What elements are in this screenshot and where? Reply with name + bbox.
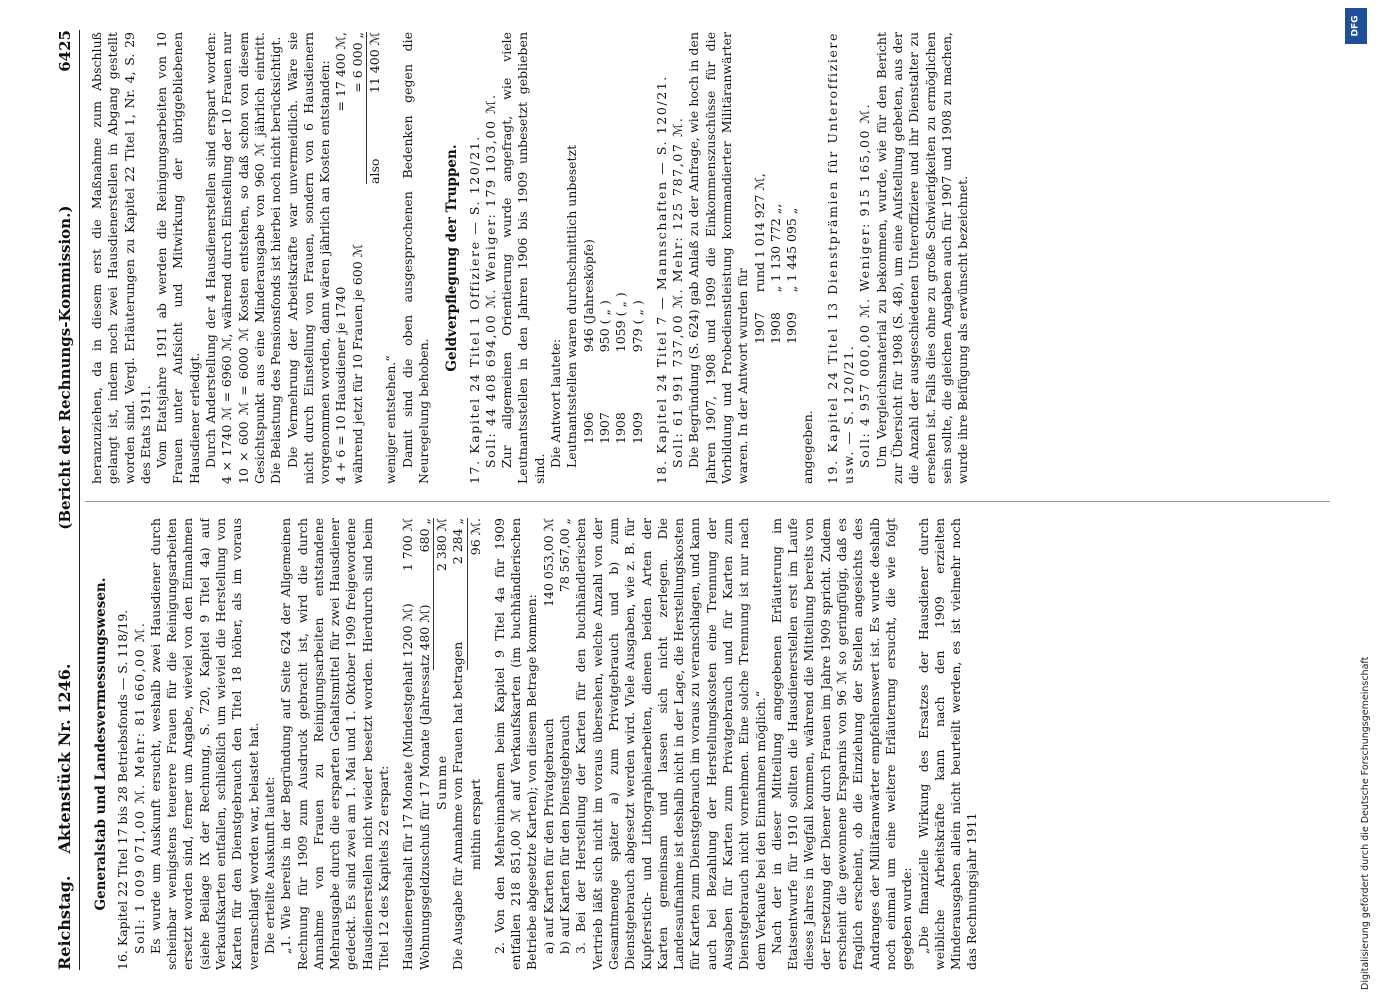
amount-label: während jetzt für 10 Frauen je 600 ℳ: [349, 243, 365, 484]
dfg-logo-text: DFG: [1350, 15, 1361, 37]
amount-row: [400, 518, 416, 970]
year-value: „ 1 130 772 „,: [767, 203, 783, 293]
amount-value: = 17 400 ℳ,: [333, 32, 349, 112]
paragraph: Um Vergleichsmaterial zu bekommen, wurde, wie für den Bericht zur Übersicht für 1908 (S. 48), um eine Aufstellung gebeten, aus der die Anzahl der ausgeschiedenen Unteroffiziere und ihr Dienstalter zu ersehen ist. Falls dies ohne zu große Schwierigkeiten zu ermöglichen sein sollte, die gleichen Angaben auch für 1907 und 1908 zu machen, wurde ihre Beifügung als erwünscht bezeichnet.: [873, 32, 971, 484]
amount-value: 680 „: [416, 518, 432, 553]
amount-label: Wohnungsgeldzuschuß für 17 Monate (Jahressatz 480 ℳ): [416, 604, 432, 970]
year-value: 946 (Jahresköpfe): [580, 239, 596, 353]
paragraph-soll: Soll: 1 009 071,00 ℳ. Mehr: 81 660,00 ℳ.: [131, 621, 147, 954]
year-value: rund 1 014 927 ℳ,: [751, 173, 767, 293]
spacer: [484, 518, 492, 970]
amount-value: 140 053,00 ℳ: [540, 518, 556, 607]
amount-row: [367, 32, 383, 484]
section-title-generalstab: Generalstab und Landesvermessungswesen.: [93, 577, 109, 911]
paragraph: Damit sind die oben ausgesprochenen Bedenken gegen die Neuregelung behoben.: [399, 32, 431, 484]
section-title-geldverpflegung: Geldverpflegung der Truppen.: [444, 144, 461, 372]
paragraph: Die Antwort lautete:: [548, 338, 564, 468]
year-value: 950 ( „ ): [596, 300, 612, 353]
amount-row: [468, 518, 484, 970]
header-aktenstueck: Aktenstück Nr. 1246.: [54, 663, 74, 854]
year-label: 1909: [629, 412, 645, 444]
header-reichstag: Reichstag.: [54, 875, 74, 970]
amount-row: [434, 518, 450, 970]
page-number: 6425: [55, 30, 74, 72]
amount-label: 4 + 6 = 10 Hausdiener je 1740: [333, 286, 349, 484]
amount-row: [541, 518, 557, 970]
year-label: 1908: [613, 412, 629, 444]
spacer: [646, 32, 654, 484]
year-row: [581, 32, 597, 484]
amount-label: Hausdienergehalt für 17 Monate (Mindestgehalt 1200 ℳ): [400, 603, 416, 970]
amount-label: Summe: [433, 754, 449, 810]
amount-value: 96 ℳ.: [467, 518, 483, 556]
paragraph-soll: Soll: 44 408 694,00 ℳ. Weniger: 179 103,00 ℳ.: [482, 93, 498, 468]
paragraph: 17. Kapitel 24 Titel 1 Offiziere — S. 120/21.: [466, 135, 482, 484]
spacer: [392, 518, 400, 970]
paragraph: Durch Anderstellung der 4 Hausdienerstellen sind erspart worden: 4 × 1740 ℳ = 6960 ℳ, während durch Einstellung der 10 Frauen nur 10 × 600 ℳ = 6000 ℳ Kosten entstehen, so daß schon von diesem Gesichtspunkt aus eine Minderausgabe von 960 ℳ jährlich eintritt. Die Belastung des Pensionsfonds ist hierbei noch nicht berücksichtigt.: [203, 32, 284, 484]
year-row: [768, 32, 784, 484]
digitization-note-text: Digitalisierung gefördert durch die Deutsche Forschungsgemeinschaft: [1360, 656, 1371, 990]
paragraph: Nach der in dieser Mitteilung angegebenen Erläuterung im Etatsentwurfe für 1910 sollten die Hausdienerstellen erst im Laufe dieses Jahres in Wegfall kommen, während die Mitteilung bereits von der Ersetzung der Diener durch Frauen im Jahre 1909 spricht. Zudem erscheint die gewonnene Ersparnis von 96 ℳ so geringfügig, daß es fraglich erscheint, ob die Einziehung der Stellen angesichts des Andranges der Militäranwärter empfehlenswert ist. Es wurde deshalb noch einmal um eine weitere Erläuterung ersucht, die wie folgt gegeben wurde:: [768, 518, 915, 970]
year-row: [630, 32, 646, 484]
amount-row: [417, 518, 433, 970]
amount-value: 1 700 ℳ: [400, 518, 416, 572]
document-page: [45, 30, 1335, 970]
paragraph: Vom Etatsjahre 1911 ab werden die Reinigungsarbeiten von 10 Frauen unter Aufsicht und Mitwirkung der übriggebliebenen Hausdiener erledigt.: [154, 32, 202, 484]
paragraph: 19. Kapitel 24 Titel 13 Dienstprämien für Unteroffiziere usw. — S. 120/21.: [824, 32, 857, 484]
amount-label: b) auf Karten für den Dienstgebrauch: [557, 714, 573, 954]
paragraph-soll: Soll: 61 991 737,00 ℳ. Mehr: 125 787,07 ℳ.: [670, 116, 686, 468]
year-row: [613, 32, 629, 484]
paragraph: Leutnantsstellen waren durchschnittlich unbesetzt: [564, 144, 580, 468]
page-header: [45, 30, 80, 970]
year-row: [784, 32, 800, 484]
paragraph: „1. Wie bereits in der Begründung auf Seite 624 der Allgemeinen Rechnung für 1909 zum Ausdruck gebracht ist, wird die durch Annahme von Frauen zu Reinigungsarbeiten entstandene Mehrausgabe durch die ersparten Gehaltsmittel für zwei Hausdiener gedeckt. Es sind zwei am 1. Mai und 1. Oktober 1909 freigewordene Hausdienerstellen nicht wieder besetzt worden. Hierdurch sind beim Titel 12 des Kapitels 22 erspart:: [278, 518, 392, 970]
right-column: [89, 32, 1329, 484]
year-value: „ 1 445 095 „: [784, 207, 800, 293]
paragraph: „Die finanzielle Wirkung des Ersatzes der Hausdiener durch weibliche Arbeitskräfte kann nach den 1909 erzielten Minderausgaben allein nicht beurteilt werden, es ist vielmehr noch das Rechnungsjahr 1911: [915, 518, 980, 970]
year-row: [597, 32, 613, 484]
spacer: [817, 32, 825, 484]
year-row: [752, 32, 768, 484]
year-label: 1907: [751, 312, 767, 344]
amount-row: [450, 518, 466, 970]
amount-row: [333, 32, 349, 484]
year-label: 1908: [767, 312, 783, 344]
header-left: [54, 663, 79, 970]
header-center: (Bericht der Rechnungs-Kommission.): [55, 205, 74, 530]
amount-label: also: [367, 158, 383, 184]
amount-value: 2 380 ℳ: [433, 518, 449, 572]
column-divider: [85, 501, 1330, 502]
year-label: 1907: [596, 412, 612, 444]
paragraph: heranzuziehen, da in diesem erst die Maßnahme zum Abschluß gelangt ist, indem noch zwei Hausdienerstellen in Abgang gestellt worden sind. Vergl. Erläuterungen zu Kapitel 22 Titel 1, Nr. 4, S. 29 des Etats 1911.: [89, 32, 153, 484]
left-column: [89, 518, 1329, 970]
paragraph: 3. Bei der Herstellung der Karten für den buchhändlerischen Vertrieb läßt sich nicht im voraus übersehen, welche Anzahl von der Gesamtmenge später a) zum Privatgebrauch und b) zum Dienstgebrauch abgesetzt werden wird. Viele Ausgaben, wie z. B. für Kupferstich- und Lithographiearbeiten, dienen beiden Arten der Karten gemeinsam und lassen sich nicht zerlegen. Die Landesaufnahme ist deshalb nicht in der Lage, die Herstellungskosten für Karten zum Dienstgebrauch im voraus zu veranschlagen, und kann auch bei Bezahlung der Herstellungskosten eine Trennung der Ausgaben für Karten zum Privatgebrauch und für Karten zum Dienstgebrauch nicht vornehmen. Eine solche Trennung ist nur nach dem Verkaufe bei den Einnahmen möglich.“: [573, 518, 768, 970]
paragraph: angegeben.: [800, 410, 816, 484]
paragraph: Die erteilte Auskunft lautet:: [261, 776, 277, 954]
paragraph: Die Begründung (S. 624) gab Anlaß zu der Anfrage, wie hoch in den Jahren 1907, 1908 und 1909 die Einkommenszuschüsse für die Vorbildung und Probedienstleistung kommandierter Militäranwärter waren. In der Antwort wurden für: [686, 32, 751, 484]
year-value: 979 ( „ ): [629, 300, 645, 353]
amount-value: = 6 000 „: [349, 32, 365, 93]
paragraph: 18. Kapitel 24 Titel 7 — Mannschaften — S. 120/21.: [653, 75, 669, 484]
paragraph: Die Vermehrung der Arbeitskräfte war unvermeidlich. Wäre sie nicht durch Einstellung von Frauen, sondern von 6 Hausdienern vorgenommen worden, dann wären jährlich an Kosten entstanden:: [284, 32, 333, 484]
spacer: [432, 32, 440, 484]
amount-row: [557, 518, 573, 970]
amount-label: mithin erspart: [467, 778, 483, 870]
amount-value: 78 567,00 „: [557, 518, 573, 593]
amount-label: a) auf Karten für den Privatgebrauch: [540, 718, 556, 954]
paragraph: 2. Von den Mehreinnahmen beim Kapitel 9 Titel 4a für 1909 entfallen 218 851,00 ℳ auf Verkaufskarten (im buchhändlerischen Betriebe abgesetzte Karten); von diesem Betrage kommen:: [491, 518, 540, 970]
paragraph-soll: Soll: 4 957 000,00 ℳ. Weniger: 915 165,00 ℳ.: [857, 102, 873, 468]
paragraph: Es wurde um Auskunft ersucht, weshalb zwei Hausdiener durch scheinbar wenigstens teuerere Frauen für die Reinigungsarbeiten ersetzt worden sind, ferner um Angabe, wieviel von den Einnahmen (siehe Beilage IX der Rechnung, S. 720, Kapitel 9 Titel 4a) auf Verkaufskarten entfallen, schließlich um wieviel die Herstellung von Karten für den Dienstgebrauch den Titel 18 höher, als im voraus veranschlagt worden war, belastet hat.: [147, 518, 261, 970]
amount-value: 11 400 ℳ: [367, 32, 383, 94]
amount-label: Die Ausgabe für Annahme von Frauen hat betragen: [450, 641, 466, 970]
digitization-note: [1348, 10, 1378, 990]
paragraph: weniger entstehen.“: [383, 355, 399, 484]
year-label: 1909: [784, 312, 800, 344]
year-value: 1059 ( „ ): [613, 292, 629, 353]
year-label: 1906: [580, 412, 596, 444]
paragraph: 16. Kapitel 22 Titel 17 bis 28 Betriebsfonds — S. 118/19.: [115, 609, 131, 970]
amount-value: 2 284 „: [450, 518, 466, 565]
amount-row: [350, 32, 366, 484]
paragraph: Zur allgemeinen Orientierung wurde angefragt, wie viele Leutnantsstellen in den Jahren 1906 bis 1909 unbesetzt geblieben sind.: [499, 32, 547, 484]
